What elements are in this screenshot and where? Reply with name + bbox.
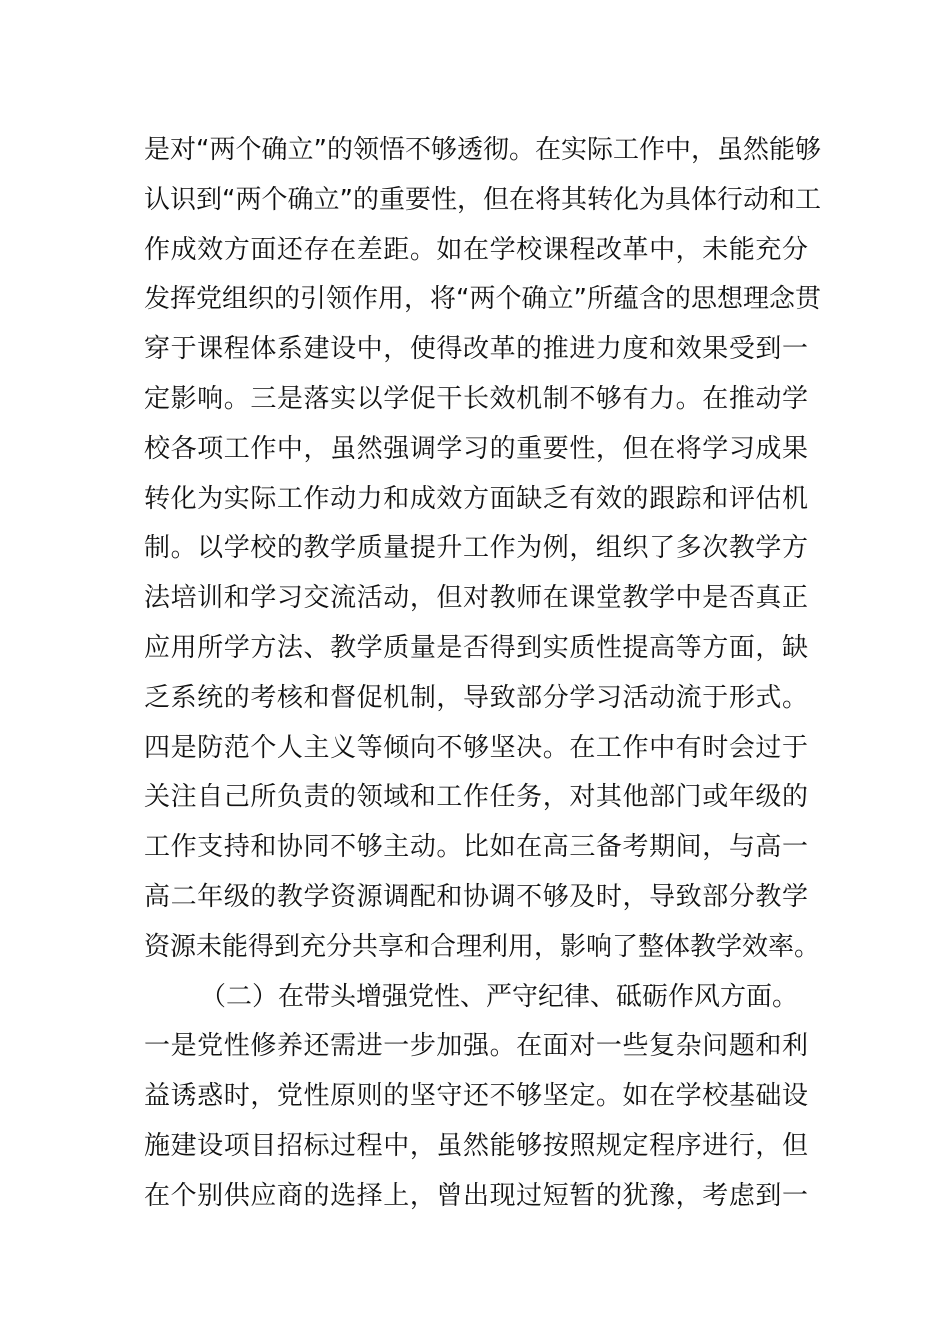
text-line: 校各项工作中，虽然强调学习的重要性，但在将学习成果 (144, 433, 808, 464)
text-line: 定影响。三是落实以学促干长效机制不够有力。在推动学 (144, 383, 808, 414)
body-text (144, 126, 821, 1222)
text-line: 在个别供应商的选择上，曾出现过短暂的犹豫，考虑到一 (144, 1180, 808, 1211)
text-line: 穿于课程体系建设中，使得改革的推进力度和效果受到一 (144, 334, 808, 365)
text-line: 施建设项目招标过程中，虽然能够按照规定程序进行，但 (144, 1130, 808, 1161)
section-heading: （二）在带头增强党性、严守纪律、砥砺作风方面。 (200, 981, 799, 1012)
text-line: 乏系统的考核和督促机制，导致部分学习活动流于形式。 (144, 682, 808, 713)
text-line: 益诱惑时，党性原则的坚守还不够坚定。如在学校基础设 (144, 1081, 808, 1112)
text-line: 高二年级的教学资源调配和协调不够及时，导致部分教学 (144, 881, 808, 912)
text-line: 是对“两个确立”的领悟不够透彻。在实际工作中，虽然能够 (144, 135, 821, 165)
text-line: 应用所学方法、教学质量是否得到实质性提高等方面，缺 (144, 632, 808, 663)
text-line: 转化为实际工作动力和成效方面缺乏有效的跟踪和评估机 (144, 483, 808, 514)
text-line: 认识到“两个确立”的重要性，但在将其转化为具体行动和工 (144, 184, 821, 215)
text-line: 资源未能得到充分共享和合理利用，影响了整体教学效率。 (144, 931, 821, 962)
text-line: 发挥党组织的引领作用，将“两个确立”所蕴含的思想理念贯 (144, 284, 821, 315)
text-line: 作成效方面还存在差距。如在学校课程改革中，未能充分 (144, 234, 808, 265)
text-line: 法培训和学习交流活动，但对教师在课堂教学中是否真正 (144, 583, 808, 614)
text-line: 四是防范个人主义等倾向不够坚决。在工作中有时会过于 (144, 732, 808, 763)
text-line: 工作支持和协同不够主动。比如在高三备考期间，与高一 (144, 832, 808, 863)
text-line: 一是党性修养还需进一步加强。在面对一些复杂问题和利 (144, 1031, 808, 1062)
text-line: 制。以学校的教学质量提升工作为例，组织了多次教学方 (144, 533, 808, 564)
text-line: 关注自己所负责的领域和工作任务，对其他部门或年级的 (144, 782, 808, 813)
